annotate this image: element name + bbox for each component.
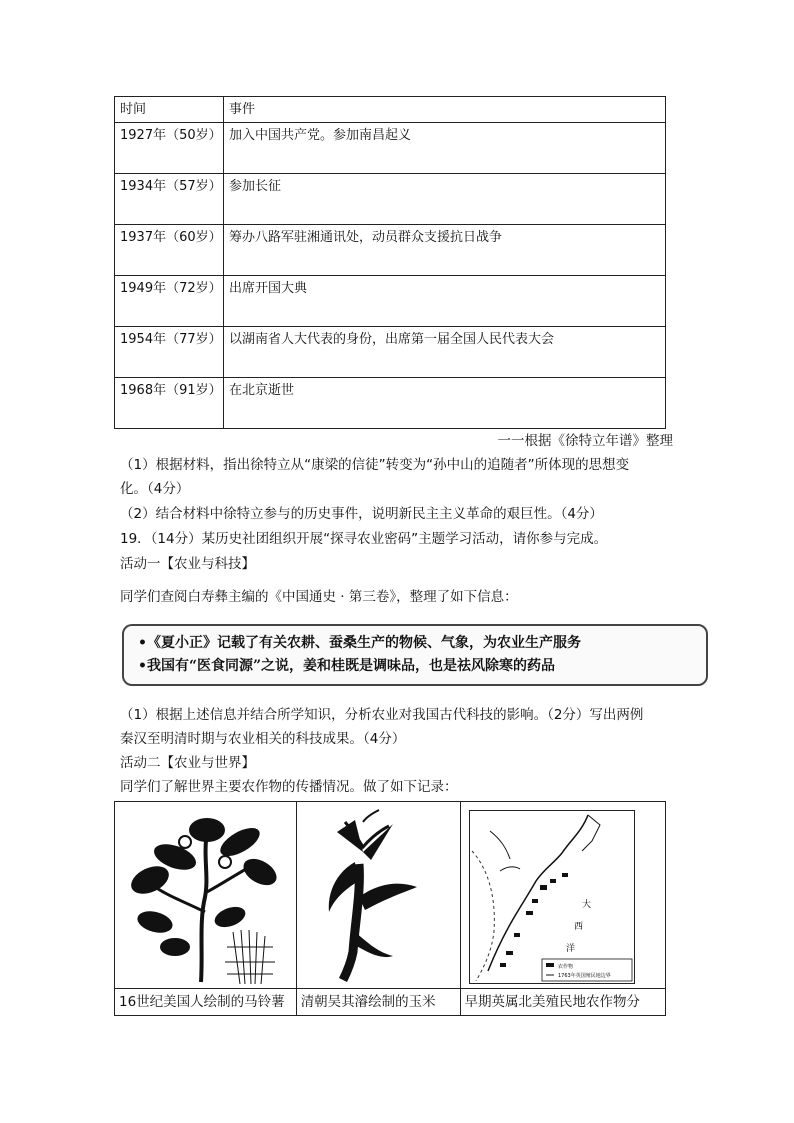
map-label-xi: 西 [573,922,583,932]
table-row [115,225,666,276]
row-event: 出席开国大典 [224,276,666,327]
activity-1-heading: 活动一【农业与科技】 [120,556,255,572]
map-legend-crop-swatch [546,963,554,967]
question-19: 19．（14分）某历史社团组织开展“探寻农业密码”主题学习活动，请你参与完成。 [120,531,608,547]
question-1-line-1: （1）根据材料，指出徐特立从“康梁的信徒”转变为“孙中山的追随者”所体现的思想变 [120,457,630,473]
activity-1-intro: 同学们查阅白寿彝主编的《中国通史 · 第三卷》，整理了如下信息： [120,589,518,605]
table-row [115,123,666,174]
caption-corn: 清朝吴其濬绘制的玉米 [296,989,460,1016]
table-row [115,276,666,327]
activity-1-question-line-2: 秦汉至明清时期与农业相关的科技成果。（4分） [120,731,406,747]
row-event: 在北京逝世 [224,378,666,429]
header-time: 时间 [115,97,224,123]
header-event: 事件 [224,97,666,123]
question-1-line-2: 化。（4分） [120,481,190,497]
crops-figure-table [114,801,666,1016]
row-event: 参加长征 [224,174,666,225]
caption-potato: 16世纪美国人绘制的马铃薯 [115,989,297,1016]
row-time: 1927年（50岁） [115,123,224,174]
colonial-crop-map [460,802,666,989]
info-box [122,624,708,686]
activity-2-intro: 同学们了解世界主要农作物的传播情况。做了如下记录： [120,779,458,795]
row-time: 1934年（57岁） [115,174,224,225]
map-label-yang: 洋 [565,944,575,954]
source-note: 一一根据《徐特立年谱》整理 [497,433,673,449]
timeline-header-row [115,97,666,123]
map-frame [469,810,635,984]
table-row [115,378,666,429]
timeline-table [114,96,666,429]
caption-map: 早期英属北美殖民地农作物分 [460,989,666,1016]
row-time: 1968年（91岁） [115,378,224,429]
row-event: 以湖南省人大代表的身份，出席第一届全国人民代表大会 [224,327,666,378]
table-row [115,327,666,378]
table-row [115,174,666,225]
row-event: 加入中国共产党。参加南昌起义 [224,123,666,174]
info-line-1: •《夏小正》记载了有关农耕、蚕桑生产的物候、气象，为农业生产服务 [138,635,581,651]
map-legend-border: 1763年英国殖民地边界 [557,973,611,979]
row-time: 1954年（77岁） [115,327,224,378]
activity-2-heading: 活动二【农业与世界】 [120,755,255,771]
activity-1-question-line-1: （1）根据上述信息并结合所学知识，分析农业对我国古代科技的影响。（2分）写出两例 [120,707,644,723]
map-label-da: 大 [581,900,591,910]
info-line-2: •我国有“医食同源”之说，姜和桂既是调味品，也是祛风除寒的药品 [138,658,556,674]
potato-drawing [115,802,297,989]
corn-drawing [296,802,460,989]
row-event: 筹办八路军驻湘通讯处，动员群众支援抗日战争 [224,225,666,276]
question-2: （2）结合材料中徐特立参与的历史事件，说明新民主主义革命的艰巨性。（4分） [120,506,603,522]
row-time: 1949年（72岁） [115,276,224,327]
map-legend-crop: 农作物 [557,964,573,970]
row-time: 1937年（60岁） [115,225,224,276]
